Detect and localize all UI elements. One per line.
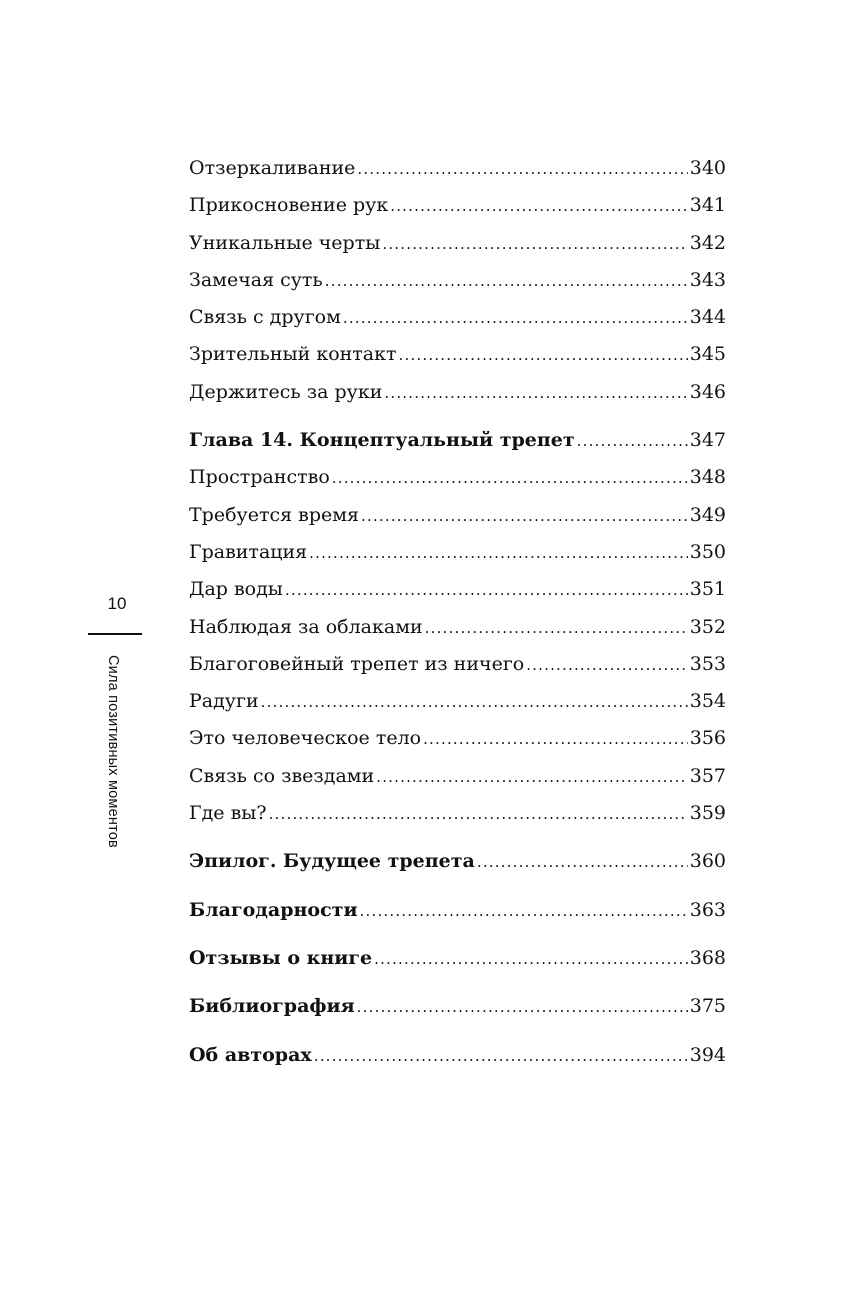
toc-entry-title: Отзывы о книге — [189, 946, 373, 969]
toc-entry-title: Держитесь за руки — [189, 380, 383, 403]
dot-leader — [360, 893, 688, 930]
toc-entry-page: 349 — [689, 503, 726, 526]
toc-entry[interactable] — [189, 720, 726, 757]
toc-entry-title: Связь со звездами — [189, 764, 375, 787]
dot-leader — [384, 375, 687, 412]
toc-entry-page: 352 — [689, 615, 726, 638]
toc-entry-page: 394 — [689, 1043, 726, 1066]
toc-entry-title: Гравитация — [189, 540, 308, 563]
toc-entry-page: 344 — [689, 306, 726, 329]
toc-section-entry[interactable] — [189, 940, 726, 977]
toc-entry[interactable] — [189, 534, 726, 571]
dot-leader — [361, 498, 688, 535]
toc-entry-page: 353 — [689, 652, 726, 675]
dot-leader — [577, 423, 688, 460]
toc-entry-page: 363 — [689, 898, 726, 921]
toc-entry-page: 340 — [689, 157, 726, 179]
toc-entry[interactable] — [189, 374, 726, 411]
dot-leader — [374, 941, 688, 978]
dot-leader — [382, 226, 687, 263]
toc-entry-page: 342 — [689, 231, 726, 254]
margin-rule — [88, 633, 142, 635]
toc-entry[interactable] — [189, 609, 726, 646]
dot-leader — [357, 151, 687, 188]
toc-entry-title: Зрительный контакт — [189, 343, 397, 366]
toc-entry[interactable] — [189, 571, 726, 608]
toc-entry[interactable] — [189, 459, 726, 496]
dot-leader — [314, 1038, 688, 1075]
dot-leader — [261, 684, 688, 721]
toc-entry-page: 356 — [689, 727, 726, 750]
dot-leader — [325, 263, 688, 300]
toc-entry-page: 347 — [689, 429, 726, 452]
toc-entry[interactable] — [189, 336, 726, 373]
toc-entry[interactable] — [189, 758, 726, 795]
dot-leader — [477, 844, 688, 881]
toc-entry-title: Это человеческое тело — [189, 727, 422, 750]
toc-entry-page: 350 — [689, 540, 726, 563]
toc-entry-page: 341 — [689, 194, 726, 217]
toc-entry[interactable] — [189, 497, 726, 534]
toc-entry-page: 359 — [689, 802, 726, 825]
toc-entry-title: Замечая суть — [189, 268, 323, 291]
toc-entry-page: 375 — [689, 995, 726, 1018]
toc-entry-title: Благодарности — [189, 898, 358, 921]
toc-entry[interactable] — [189, 646, 726, 683]
toc-entry-title: Благоговейный трепет из ничего — [189, 652, 525, 675]
toc-entry-title: Отзеркаливание — [189, 157, 356, 179]
toc-entry-title: Где вы? — [189, 802, 267, 825]
toc-entry-title: Уникальные черты — [189, 231, 381, 254]
toc-entry[interactable] — [189, 262, 726, 299]
dot-leader — [357, 989, 688, 1026]
table-of-contents — [189, 150, 726, 1074]
page-number: 10 — [107, 594, 127, 613]
dot-leader — [376, 759, 688, 796]
toc-entry-page: 345 — [689, 343, 726, 366]
toc-entry-page: 346 — [689, 380, 726, 403]
dot-leader — [285, 572, 688, 609]
toc-section-entry[interactable] — [189, 422, 726, 459]
dot-leader — [332, 460, 688, 497]
toc-entry-title: Библиография — [189, 995, 355, 1018]
toc-section-entry[interactable] — [189, 988, 726, 1025]
toc-entry-page: 343 — [689, 268, 726, 291]
dot-leader — [343, 300, 688, 337]
toc-entry-page: 348 — [689, 466, 726, 489]
running-title: Сила позитивных моментов — [105, 655, 121, 848]
toc-entry-page: 354 — [689, 690, 726, 713]
dot-leader — [423, 721, 688, 758]
dot-leader — [390, 188, 688, 225]
toc-entry[interactable] — [189, 683, 726, 720]
toc-entry-title: Прикосновение рук — [189, 194, 389, 217]
toc-section-entry[interactable] — [189, 1037, 726, 1074]
toc-section-entry[interactable] — [189, 843, 726, 880]
toc-entry-page: 360 — [689, 850, 726, 873]
toc-entry-title: Наблюдая за облаками — [189, 615, 423, 638]
toc-entry-page: 351 — [689, 578, 726, 601]
dot-leader — [269, 796, 688, 833]
toc-entry-title: Радуги — [189, 690, 259, 713]
toc-entry-title: Дар воды — [189, 578, 283, 601]
toc-entry-title: Эпилог. Будущее трепета — [189, 850, 475, 873]
toc-entry-title: Об авторах — [189, 1043, 312, 1066]
dot-leader — [526, 647, 688, 684]
dot-leader — [425, 610, 688, 647]
toc-entry[interactable] — [189, 150, 726, 187]
toc-entry-title: Связь с другом — [189, 306, 341, 329]
toc-entry[interactable] — [189, 187, 726, 224]
toc-entry-title: Глава 14. Концептуальный трепет — [189, 429, 575, 452]
toc-entry-page: 357 — [689, 764, 726, 787]
toc-entry[interactable] — [189, 795, 726, 832]
toc-entry-title: Требуется время — [189, 503, 359, 526]
dot-leader — [309, 535, 688, 572]
toc-entry-page: 368 — [689, 946, 726, 969]
dot-leader — [399, 337, 688, 374]
toc-section-entry[interactable] — [189, 892, 726, 929]
toc-entry[interactable] — [189, 225, 726, 262]
toc-entry-title: Пространство — [189, 466, 330, 489]
toc-entry[interactable] — [189, 299, 726, 336]
